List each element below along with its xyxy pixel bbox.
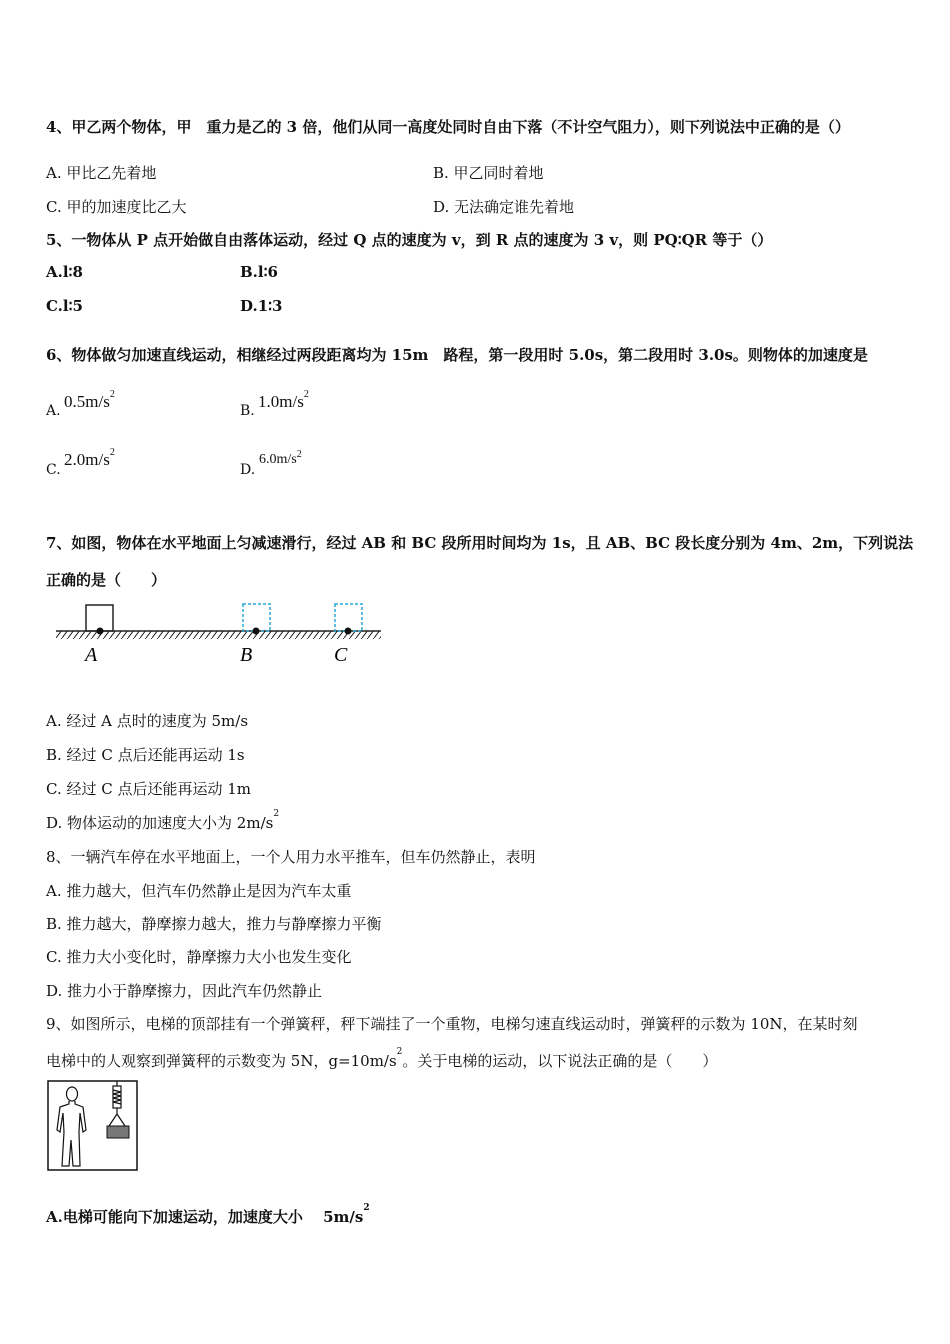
ground-hatch	[56, 631, 381, 639]
label-c: C	[334, 644, 348, 666]
q7-option-b: B. 经过 C 点后还能再运动 1s	[46, 746, 245, 764]
q8-option-a: A. 推力越大，但汽车仍然静止是因为汽车太重	[46, 882, 352, 900]
q4-option-b: B. 甲乙同时着地	[433, 164, 544, 182]
q6-option-d-label: D.	[240, 462, 256, 478]
label-b: B	[240, 644, 253, 666]
q6-stem: 6、物体做匀加速直线运动，相继经过两段距离均为 15m 路程，第一段用时 5.0s，第二段用时 3.0s。则物体的加速度是	[46, 346, 868, 364]
q6-option-c-label: C.	[46, 462, 61, 478]
q5-option-a: A.l∶8	[46, 263, 83, 281]
q6-option-b-label: B.	[240, 403, 255, 419]
q7-stem-line2: 正确的是（ ）	[46, 571, 167, 589]
weight-block	[107, 1126, 129, 1138]
q4-option-c: C. 甲的加速度比乙大	[46, 198, 187, 216]
q5-option-c: C.l∶5	[46, 297, 83, 315]
label-a: A	[85, 644, 98, 666]
q4-option-a: A. 甲比乙先着地	[46, 164, 157, 182]
q9-stem-line2: 电梯中的人观察到弹簧秤的示数变为 5N，$g=10m/s^2$。关于电梯的运动，以下说法正确的是（ ）	[46, 1047, 718, 1070]
q8-option-b: B. 推力越大，静摩擦力越大，推力与静摩擦力平衡	[46, 915, 382, 933]
q7-option-d: D. 物体运动的加速度大小为 $2m/s^2$	[46, 809, 280, 832]
q5-option-d: D.1∶3	[240, 297, 283, 315]
q7-figure	[56, 598, 386, 668]
point-c	[345, 628, 352, 635]
q4-stem: 4、甲乙两个物体，甲 重力是乙的 3 倍，他们从同一高度处同时自由下落（不计空气阻力），则下列说法中正确的是（）	[46, 118, 850, 136]
point-a	[97, 628, 104, 635]
q6-option-b-value: $1.0m/s^2$	[258, 389, 309, 411]
point-b	[253, 628, 260, 635]
block-solid	[86, 605, 113, 631]
q5-stem: 5、一物体从 P 点开始做自由落体运动，经过 Q 点的速度为 v，到 R 点的速度为 3 v，则 PQ∶QR 等于（）	[46, 231, 773, 249]
block-dashed-c	[335, 604, 362, 631]
q6-option-a-label: A.	[46, 403, 61, 419]
q5-option-b: B.l∶6	[240, 263, 278, 281]
q9-stem-line1: 9、如图所示，电梯的顶部挂有一个弹簧秤，秤下端挂了一个重物，电梯匀速直线运动时，弹簧秤的示数为 10N，在某时刻	[46, 1015, 858, 1033]
q7-option-a: A. 经过 A 点时的速度为 5m/s	[46, 712, 249, 730]
q6-option-a-value: $0.5m/s^2$	[64, 389, 115, 411]
q7-option-c: C. 经过 C 点后还能再运动 1m	[46, 780, 252, 798]
q9-option-a: A.电梯可能向下加速运动，加速度大小 $5m/s^2$	[46, 1203, 370, 1226]
q4-option-d: D. 无法确定谁先着地	[433, 198, 575, 216]
block-dashed-b	[243, 604, 270, 631]
q8-option-d: D. 推力小于静摩擦力，因此汽车仍然静止	[46, 982, 323, 1000]
q8-option-c: C. 推力大小变化时，静摩擦力大小也发生变化	[46, 948, 352, 966]
q7-stem-line1: 7、如图，物体在水平地面上匀减速滑行，经过 AB 和 BC 段所用时间均为 1s，且 AB、BC 段长度分别为 4m、2m，下列说法	[46, 534, 914, 552]
q9-elevator-figure	[47, 1080, 139, 1172]
q6-option-d-value: $6.0m/s^2$	[259, 449, 302, 467]
q8-stem: 8、一辆汽车停在水平地面上，一个人用力水平推车，但车仍然静止，表明	[46, 848, 536, 866]
q6-option-c-value: $2.0m/s^2$	[64, 447, 115, 469]
